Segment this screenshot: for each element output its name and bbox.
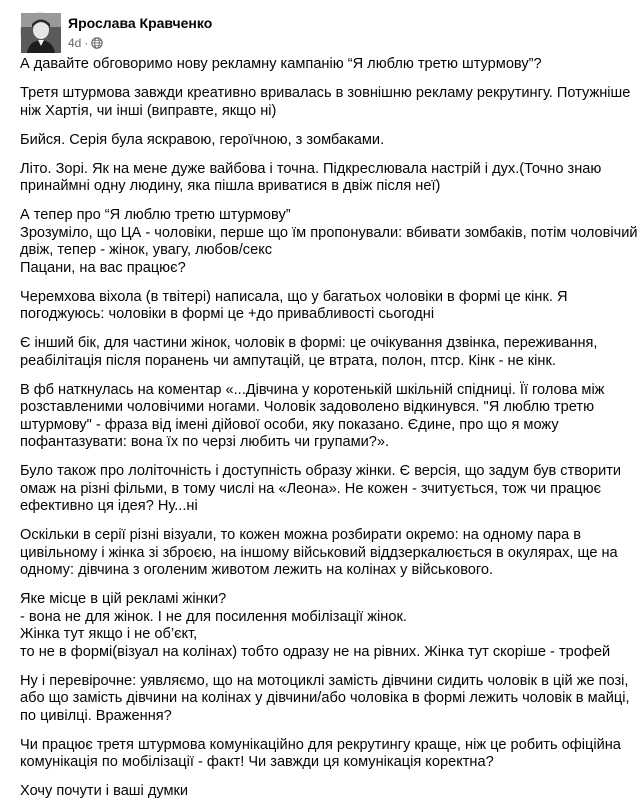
post-header — [20, 12, 560, 52]
post-paragraph — [20, 132, 560, 150]
post-line: Було також про лоліточність і доступність образу жінки. Є версія, що задум був створити — [20, 463, 622, 479]
post-paragraph — [20, 85, 631, 120]
separator-dot: · — [84, 36, 89, 50]
post-line: Яке місце в цій рекламі жінки? — [20, 591, 227, 607]
post-paragraph — [20, 783, 560, 801]
post-line: цивільному і жінка зі зброєю, на іншому військовий віддзеркалюється в окулярах, ще на — [20, 544, 618, 561]
post-line: розставленими чоловічими ногами. Чоловік задоволено відкинувся. "Я люблю третю — [20, 399, 595, 415]
post-paragraph — [20, 527, 618, 580]
post-line: А давайте обговоримо нову рекламну кампанію “Я люблю третю штурмову”? — [20, 56, 542, 72]
post-meta — [68, 36, 103, 50]
post-line: Ну і перевірочне: уявляємо, що на мотоциклі замість дівчини сидить чоловік в цій же позі, — [20, 672, 629, 689]
post-paragraph — [20, 56, 560, 74]
post-line: - вона не для жінок. І не для посилення мобілізації жінок. — [20, 608, 407, 625]
post-line: одному: дівчина з оголеним животом лежить на колінах у військового. — [20, 562, 494, 578]
post-line: Є інший бік, для частини жінок, чоловік в формі: це очікування дзвінка, переживання, — [20, 335, 598, 351]
post-line: двіж, тепер - жінок, увагу, любов/секс — [20, 242, 273, 258]
post-paragraph — [20, 463, 622, 516]
post-line: погоджуюсь: чоловіки в формі це +до привабливості сьогодні — [20, 306, 435, 322]
post-line: Черемхова віхола (в твітері) написала, що у багатьох чоловіки в формі це кінк. Я — [20, 288, 568, 305]
post-line: Жінка тут якщо і не об’єкт, — [20, 626, 198, 642]
post-line: то не в формі(візуал на колінах) тобто одразу не на рівних. Жінка тут скоріше - трофей — [20, 643, 611, 660]
post-line: принаймні одну людину, яка пішла вриватися в двіж після неї) — [20, 178, 441, 194]
post-paragraph — [20, 381, 605, 452]
post-line: Бийся. Серія була яскравою, героїчною, з зомбаками. — [20, 131, 385, 148]
post-line: Третя штурмова завжди креативно вривалась в зовнішню рекламу рекрутингу. Потужніше — [20, 85, 631, 101]
post-timestamp[interactable]: 4d — [68, 36, 82, 50]
post-line: комунікація по мобілізації - факт! Чи завжди ця комунікація коректна? — [20, 754, 494, 770]
post-line: Чи працює третя штурмова комунікаційно для рекрутингу краще, ніж це робить офіційна — [20, 736, 621, 753]
author-name[interactable]: Ярослава Кравченко — [68, 15, 213, 31]
post-line: Оскільки в серії різні візуали, то кожен можна розбирати окремо: на одному пара в — [20, 527, 582, 543]
post-paragraph — [20, 207, 638, 277]
post-line: пофантазувати: вона їх по черзі любить чи групами?». — [20, 434, 390, 450]
post-paragraph — [20, 672, 630, 726]
post-line: Зрозуміло, що ЦА - чоловіки, перше що їм пропонували: вбивати зомбаків, потім чоловічий — [20, 224, 638, 241]
post-line: реабілітація після поранень чи ампутацій, це втрата, полон, птср. Кінк - не кінк. — [20, 352, 556, 369]
post-paragraph — [20, 335, 598, 370]
post-paragraph — [20, 591, 611, 661]
profile-photo-icon — [21, 13, 61, 53]
post-paragraph — [20, 736, 621, 772]
avatar[interactable] — [20, 12, 60, 52]
post-line: по цивілці. Враження? — [20, 707, 172, 724]
post-line: ніж Хартія, чи інші (виправте, якщо ні) — [20, 102, 277, 119]
post-line: або що замість дівчини на колінах у дівчини/або чоловіка в формі лежить чоловік в майці, — [20, 690, 630, 706]
post-line: ефективно ця ідея? Ну...ні — [20, 498, 198, 514]
post-line: Пацани, на вас працює? — [20, 259, 186, 276]
globe-icon[interactable] — [91, 37, 103, 49]
post-paragraph — [20, 288, 568, 324]
post-text — [20, 56, 638, 812]
post-line: штурмову" - фраза від імені дійової особи, яку показано. Єдине, про що я можу — [20, 416, 559, 433]
post-paragraph — [20, 160, 602, 196]
post-line: А тепер про “Я люблю третю штурмову” — [20, 207, 291, 223]
post-line: Хочу почути і ваші думки — [20, 783, 189, 799]
post-line: омаж на різні фільми, в тому числі на «Леона». Не кожен - зчитується, тож чи працює — [20, 480, 602, 497]
post-line: В фб наткнулась на коментар «...Дівчина у коротенькій шкільній спідниці. Її голова між — [20, 381, 605, 398]
post-line: Літо. Зорі. Як на мене дуже вайбова і точна. Підкреслювала настрій і дух.(Точно знаю — [20, 160, 602, 177]
